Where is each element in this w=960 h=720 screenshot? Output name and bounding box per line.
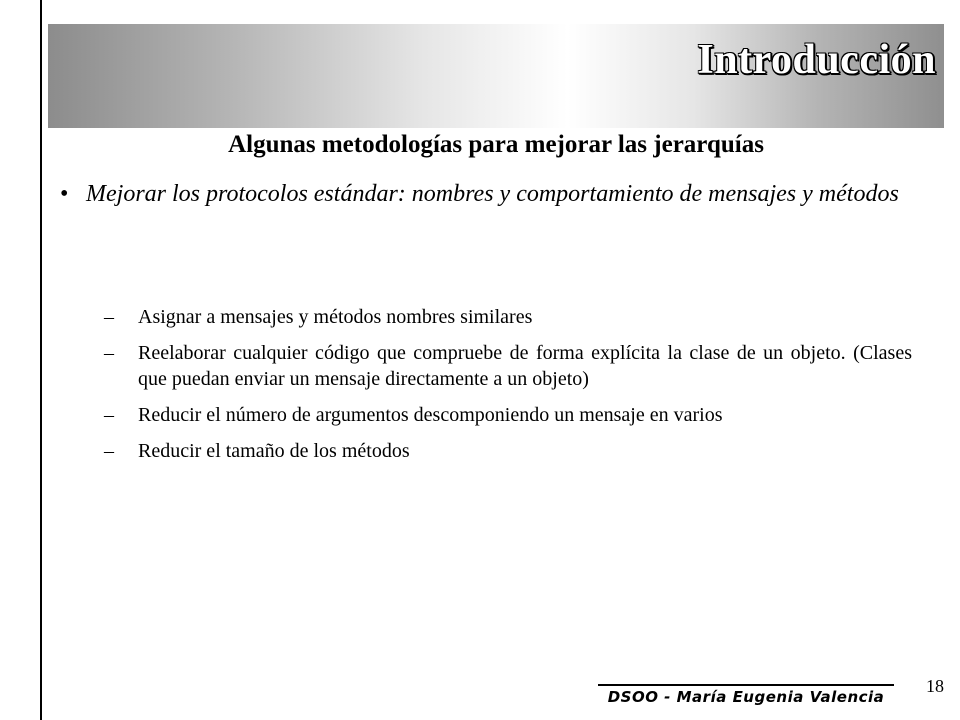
sub-item	[104, 402, 912, 428]
bullet-marker: •	[60, 181, 69, 207]
sub-item-text: Reducir el número de argumentos descomponiendo un mensaje en varios	[138, 404, 723, 426]
sub-item-list	[104, 304, 912, 474]
sub-item	[104, 340, 912, 392]
sub-item-text: Reelaborar cualquier código que compruebe de forma explícita la clase de un objeto. (Clases que puedan enviar un mensaje directamente a un objeto)	[138, 342, 912, 390]
dash-marker: –	[104, 440, 114, 462]
slide-subtitle: Algunas metodologías para mejorar las jerarquías	[228, 131, 764, 158]
footer-author: DSOO - María Eugenia Valencia	[598, 684, 894, 706]
dash-marker: –	[104, 404, 114, 426]
slide-title: Introducción	[697, 37, 936, 83]
left-border-rule	[40, 0, 42, 720]
sub-item	[104, 304, 912, 330]
page-number: 18	[926, 676, 944, 696]
sub-item-text: Asignar a mensajes y métodos nombres similares	[138, 306, 533, 328]
title-banner	[48, 24, 944, 128]
dash-marker: –	[104, 342, 114, 364]
sub-item-text: Reducir el tamaño de los métodos	[138, 440, 410, 462]
bullet-text: Mejorar los protocolos estándar: nombres y comportamiento de mensajes y métodos	[86, 181, 899, 207]
dash-marker: –	[104, 306, 114, 328]
sub-item	[104, 438, 912, 464]
main-bullet	[60, 178, 920, 210]
